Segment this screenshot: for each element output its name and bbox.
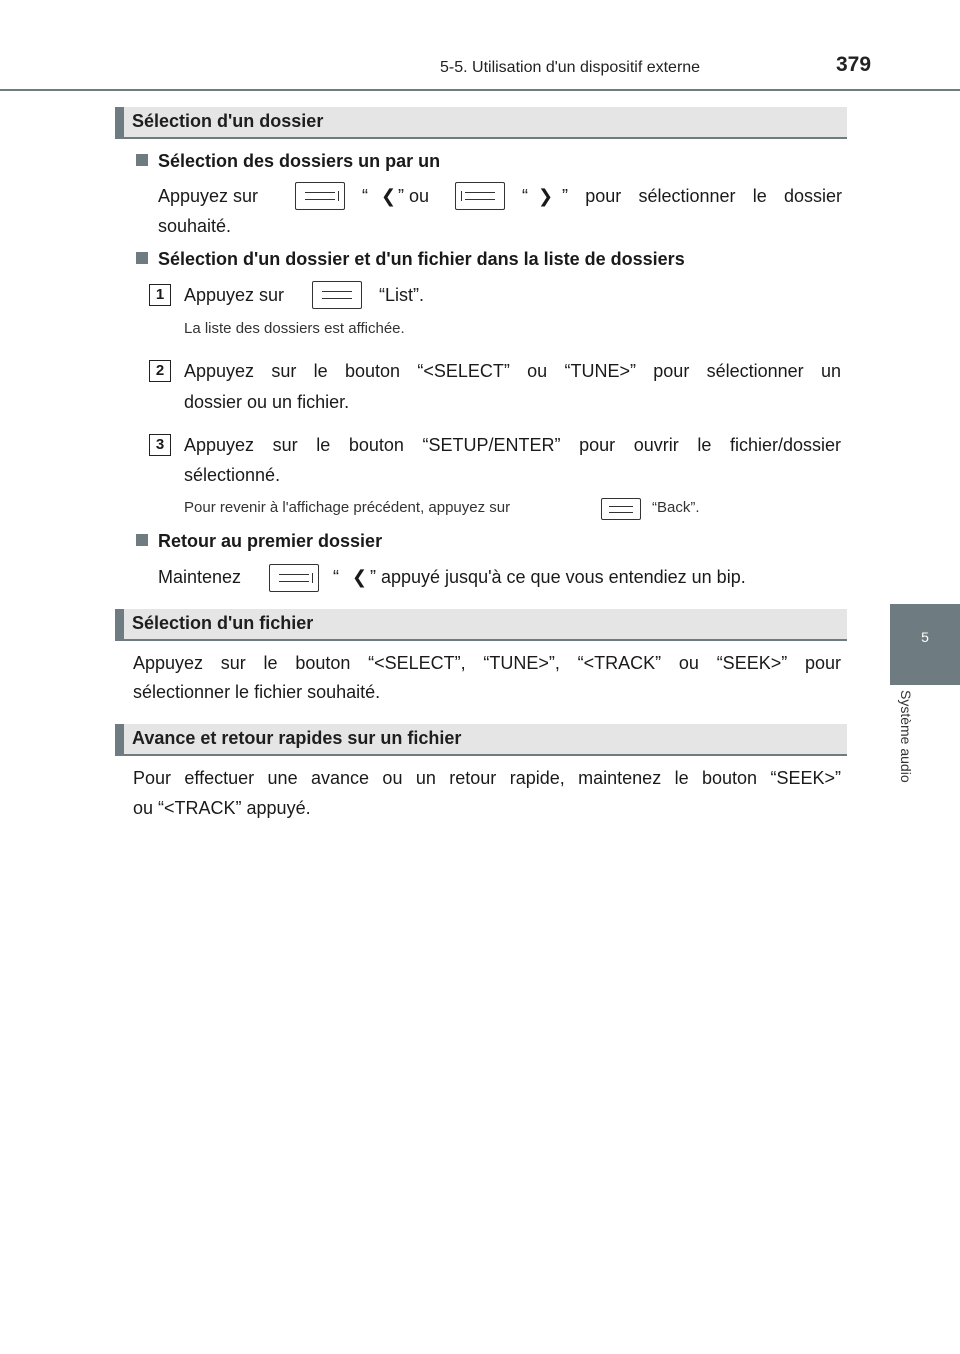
page-number: 379 bbox=[836, 53, 872, 76]
subheading-text: Sélection d'un dossier et d'un fichier dans la liste de dossiers bbox=[158, 249, 685, 269]
chapter-label-wrap bbox=[890, 690, 960, 820]
header-section-title: 5-5. Utilisation d'un dispositif externe bbox=[440, 59, 701, 76]
tune-left-hold-button-icon bbox=[269, 564, 319, 592]
back-button-icon bbox=[601, 498, 641, 520]
section-title-fast: Avance et retour rapides sur un fichier bbox=[132, 728, 462, 748]
bullet-square-icon bbox=[136, 252, 148, 264]
section-title-file: Sélection d'un fichier bbox=[132, 613, 314, 633]
quote-open: “ bbox=[362, 186, 368, 206]
step-number-1: 1 bbox=[149, 284, 171, 306]
subheading-text: Sélection des dossiers un par un bbox=[158, 151, 441, 171]
fast-line1: Pour effectuer une avance ou un retour rapide, maintenez le bouton “SEEK>” bbox=[133, 768, 841, 788]
one-by-one-line1 bbox=[158, 181, 842, 211]
chapter-label: Système audio bbox=[898, 690, 914, 783]
section-bar-fast bbox=[115, 724, 847, 756]
chevron-right-icon: ❯ bbox=[538, 186, 554, 206]
section-title-folder: Sélection d'un dossier bbox=[132, 111, 324, 131]
header-divider bbox=[0, 89, 960, 91]
chevron-left-icon: ❮ bbox=[352, 567, 368, 587]
step2-line2: dossier ou un fichier. bbox=[184, 392, 350, 412]
subheading-first-folder bbox=[136, 531, 382, 552]
chapter-tab bbox=[890, 604, 960, 685]
step3-note-suffix: “Back”. bbox=[652, 499, 700, 516]
text-suffix: ” pour sélectionner le dossier bbox=[562, 186, 842, 206]
step2-line1: Appuyez sur le bouton “<SELECT” ou “TUNE>” pour sélectionner un bbox=[184, 361, 841, 381]
list-button-icon bbox=[312, 281, 362, 309]
subheading-one-by-one bbox=[136, 151, 440, 172]
text-prefix: Appuyez sur bbox=[158, 186, 259, 206]
section-bar-file bbox=[115, 609, 847, 641]
file-line2: sélectionner le fichier souhaité. bbox=[133, 682, 381, 702]
step3-line1: Appuyez sur le bouton “SETUP/ENTER” pour ouvrir le fichier/dossier bbox=[184, 435, 841, 455]
bullet-square-icon bbox=[136, 534, 148, 546]
step-number-2: 2 bbox=[149, 360, 171, 382]
first-prefix: Maintenez bbox=[158, 567, 242, 587]
first-suffix: ” appuyé jusqu'à ce que vous entendiez un bip. bbox=[370, 567, 746, 587]
quote-open-2: “ bbox=[522, 186, 528, 206]
section-bar-folder bbox=[115, 107, 847, 139]
subheading-list bbox=[136, 249, 685, 270]
text-or: ” ou bbox=[398, 186, 430, 206]
step1-note: La liste des dossiers est affichée. bbox=[184, 320, 405, 337]
bullet-square-icon bbox=[136, 154, 148, 166]
first-quote-open: “ bbox=[333, 567, 339, 587]
step3-note bbox=[184, 497, 824, 521]
tune-right-button-icon bbox=[455, 182, 505, 210]
step1-prefix: Appuyez sur bbox=[184, 285, 285, 305]
file-line1: Appuyez sur le bouton “<SELECT”, “TUNE>”, “<TRACK” ou “SEEK>” pour bbox=[133, 653, 841, 673]
step-number-3: 3 bbox=[149, 434, 171, 456]
subheading-text: Retour au premier dossier bbox=[158, 531, 383, 551]
step3-line2: sélectionné. bbox=[184, 465, 281, 485]
tune-left-button-icon bbox=[295, 182, 345, 210]
fast-line2: ou “<TRACK” appuyé. bbox=[133, 798, 311, 818]
one-by-one-line2: souhaité. bbox=[158, 216, 232, 236]
step1-suffix: “List”. bbox=[379, 285, 424, 305]
first-folder-line bbox=[158, 562, 848, 592]
chapter-number: 5 bbox=[921, 629, 929, 645]
step1-line bbox=[184, 280, 784, 310]
chevron-left-icon: ❮ bbox=[381, 186, 397, 206]
step3-note-prefix: Pour revenir à l'affichage précédent, appuyez sur bbox=[184, 499, 511, 516]
